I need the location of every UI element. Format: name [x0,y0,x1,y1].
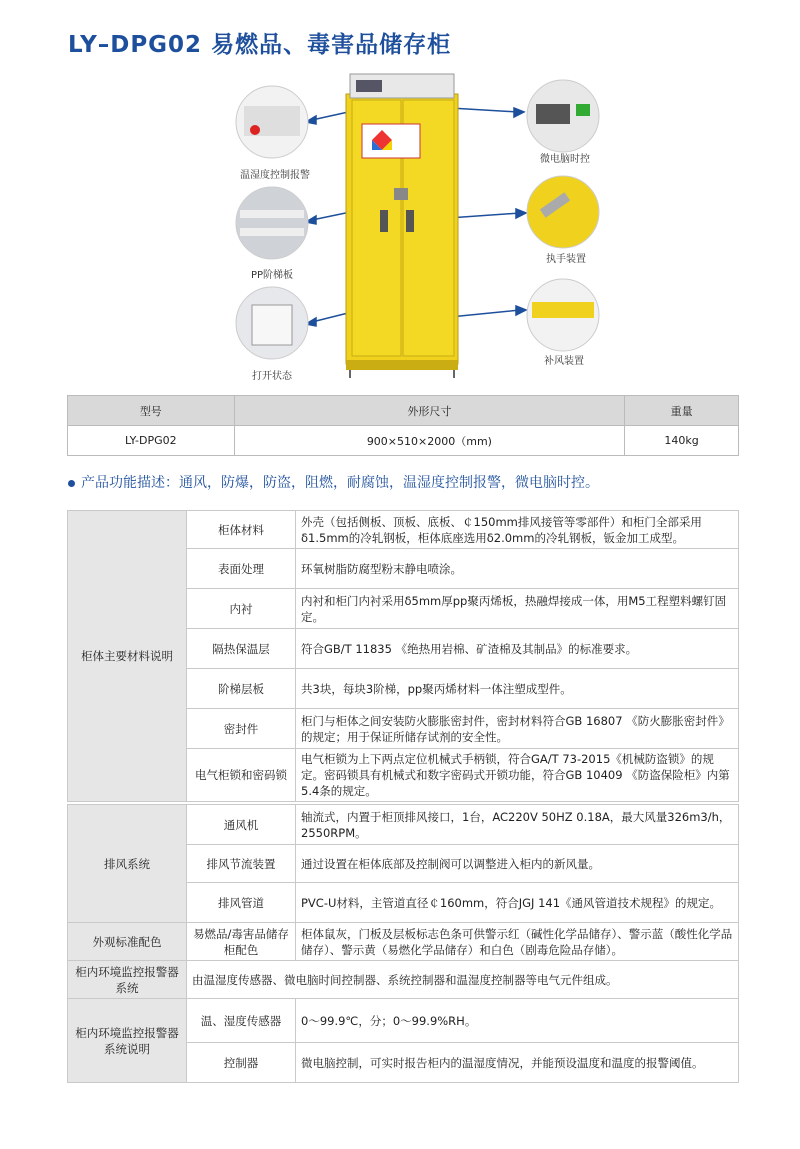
bullet-dot [68,480,75,487]
spec-header-model: 型号 [68,396,235,426]
spec-model: LY-DPG02 [68,426,235,456]
materials-desc: 内衬和柜门内衬采用δ5mm厚pp聚丙烯板，热融焊接成一体，用M5工程塑料螺钉固定。 [296,589,739,629]
materials-label: 表面处理 [187,549,296,589]
env-system-desc: 由温湿度传感器、微电脑时间控制器、系统控制器和温湿度控制器等电气元件组成。 [187,961,739,999]
exhaust-table [67,804,739,1083]
materials-label: 内衬 [187,589,296,629]
spec-dimensions: 900×510×2000（mm) [234,426,625,456]
exhaust-category: 排风系统 [68,805,187,923]
materials-label: 密封件 [187,709,296,749]
appearance-label: 易燃品/毒害品储存柜配色 [187,923,296,961]
exhaust-label: 排风节流装置 [187,845,296,883]
spec-header-dimensions: 外形尺寸 [234,396,625,426]
appearance-desc: 柜体鼠灰，门板及层板标志色条可供警示红（碱性化学品储存）、警示蓝（酸性化学品储存）、警示黄（易燃化学品储存）和白色（剧毒危险品存储）。 [296,923,739,961]
materials-desc: 外壳（包括侧板、顶板、底板、￠150mm排风接管等零部件）和柜门全部采用δ1.5mm的冷轧钢板，柜体底座选用δ2.0mm的冷轧钢板，钣金加工成型。 [296,511,739,549]
spec-weight: 140kg [625,426,739,456]
env-system-category: 柜内环境监控报警器系统 [68,961,187,999]
exhaust-desc: PVC-U材料，主管道直径￠160mm，符合JGJ 141《通风管道技术规程》的规定。 [296,883,739,923]
materials-label: 隔热保温层 [187,629,296,669]
materials-desc: 环氧树脂防腐型粉末静电喷涂。 [296,549,739,589]
callout-pp-tray: PP阶梯板 [251,270,294,281]
callout-temp-humidity-alarm: 温湿度控制报警 [240,170,310,181]
materials-category: 柜体主要材料说明 [68,511,187,802]
cabinet-illustration [0,60,800,390]
spec-header-weight: 重量 [625,396,739,426]
page-title: LY–DPG02 易燃品、毒害品储存柜 [68,32,452,58]
exhaust-desc: 通过设置在柜体底部及控制阀可以调整进入柜内的新风量。 [296,845,739,883]
materials-desc: 柜门与柜体之间安装防火膨胀密封件，密封材料符合GB 16807 《防火膨胀密封件》的规定；用于保证所储存试剂的安全性。 [296,709,739,749]
env-desc-label: 控制器 [187,1043,296,1083]
materials-desc: 共3块，每块3阶梯，pp聚丙烯材料一体注塑成型件。 [296,669,739,709]
exhaust-desc: 轴流式，内置于柜顶排风接口，1台，AC220V 50HZ 0.18A，最大风量326m3/h，2550RPM。 [296,805,739,845]
function-description [68,472,599,492]
env-desc-desc: 0～99.9℃，分；0～99.9%RH。 [296,999,739,1043]
materials-desc: 电气柜锁为上下两点定位机械式手柄锁，符合GA/T 73-2015《机械防盗锁》的规定。密码锁具有机械式和数字密码式开锁功能，符合GB 10409 《防盗保险柜》内第5.4条的规定。 [296,749,739,802]
materials-table [67,510,739,802]
env-desc-label: 温、湿度传感器 [187,999,296,1043]
env-desc-desc: 微电脑控制，可实时报告柜内的温湿度情况，并能预设温度和温度的报警阈值。 [296,1043,739,1083]
callout-handle: 执手装置 [546,254,586,265]
exhaust-label: 通风机 [187,805,296,845]
materials-desc: 符合GB/T 11835 《绝热用岩棉、矿渣棉及其制品》的标准要求。 [296,629,739,669]
materials-label: 阶梯层板 [187,669,296,709]
materials-label: 柜体材料 [187,511,296,549]
env-desc-category: 柜内环境监控报警器系统说明 [68,999,187,1083]
appearance-category: 外观标准配色 [68,923,187,961]
callout-microcomputer-timer: 微电脑时控 [540,154,590,165]
function-description-text: 产品功能描述：通风，防爆，防盗，阻燃，耐腐蚀，温湿度控制报警，微电脑时控。 [81,475,599,491]
callout-open-state: 打开状态 [252,371,292,382]
exhaust-label: 排风管道 [187,883,296,923]
materials-label: 电气柜锁和密码锁 [187,749,296,802]
callout-air-supply: 补风装置 [544,356,584,367]
spec-table [67,395,739,456]
